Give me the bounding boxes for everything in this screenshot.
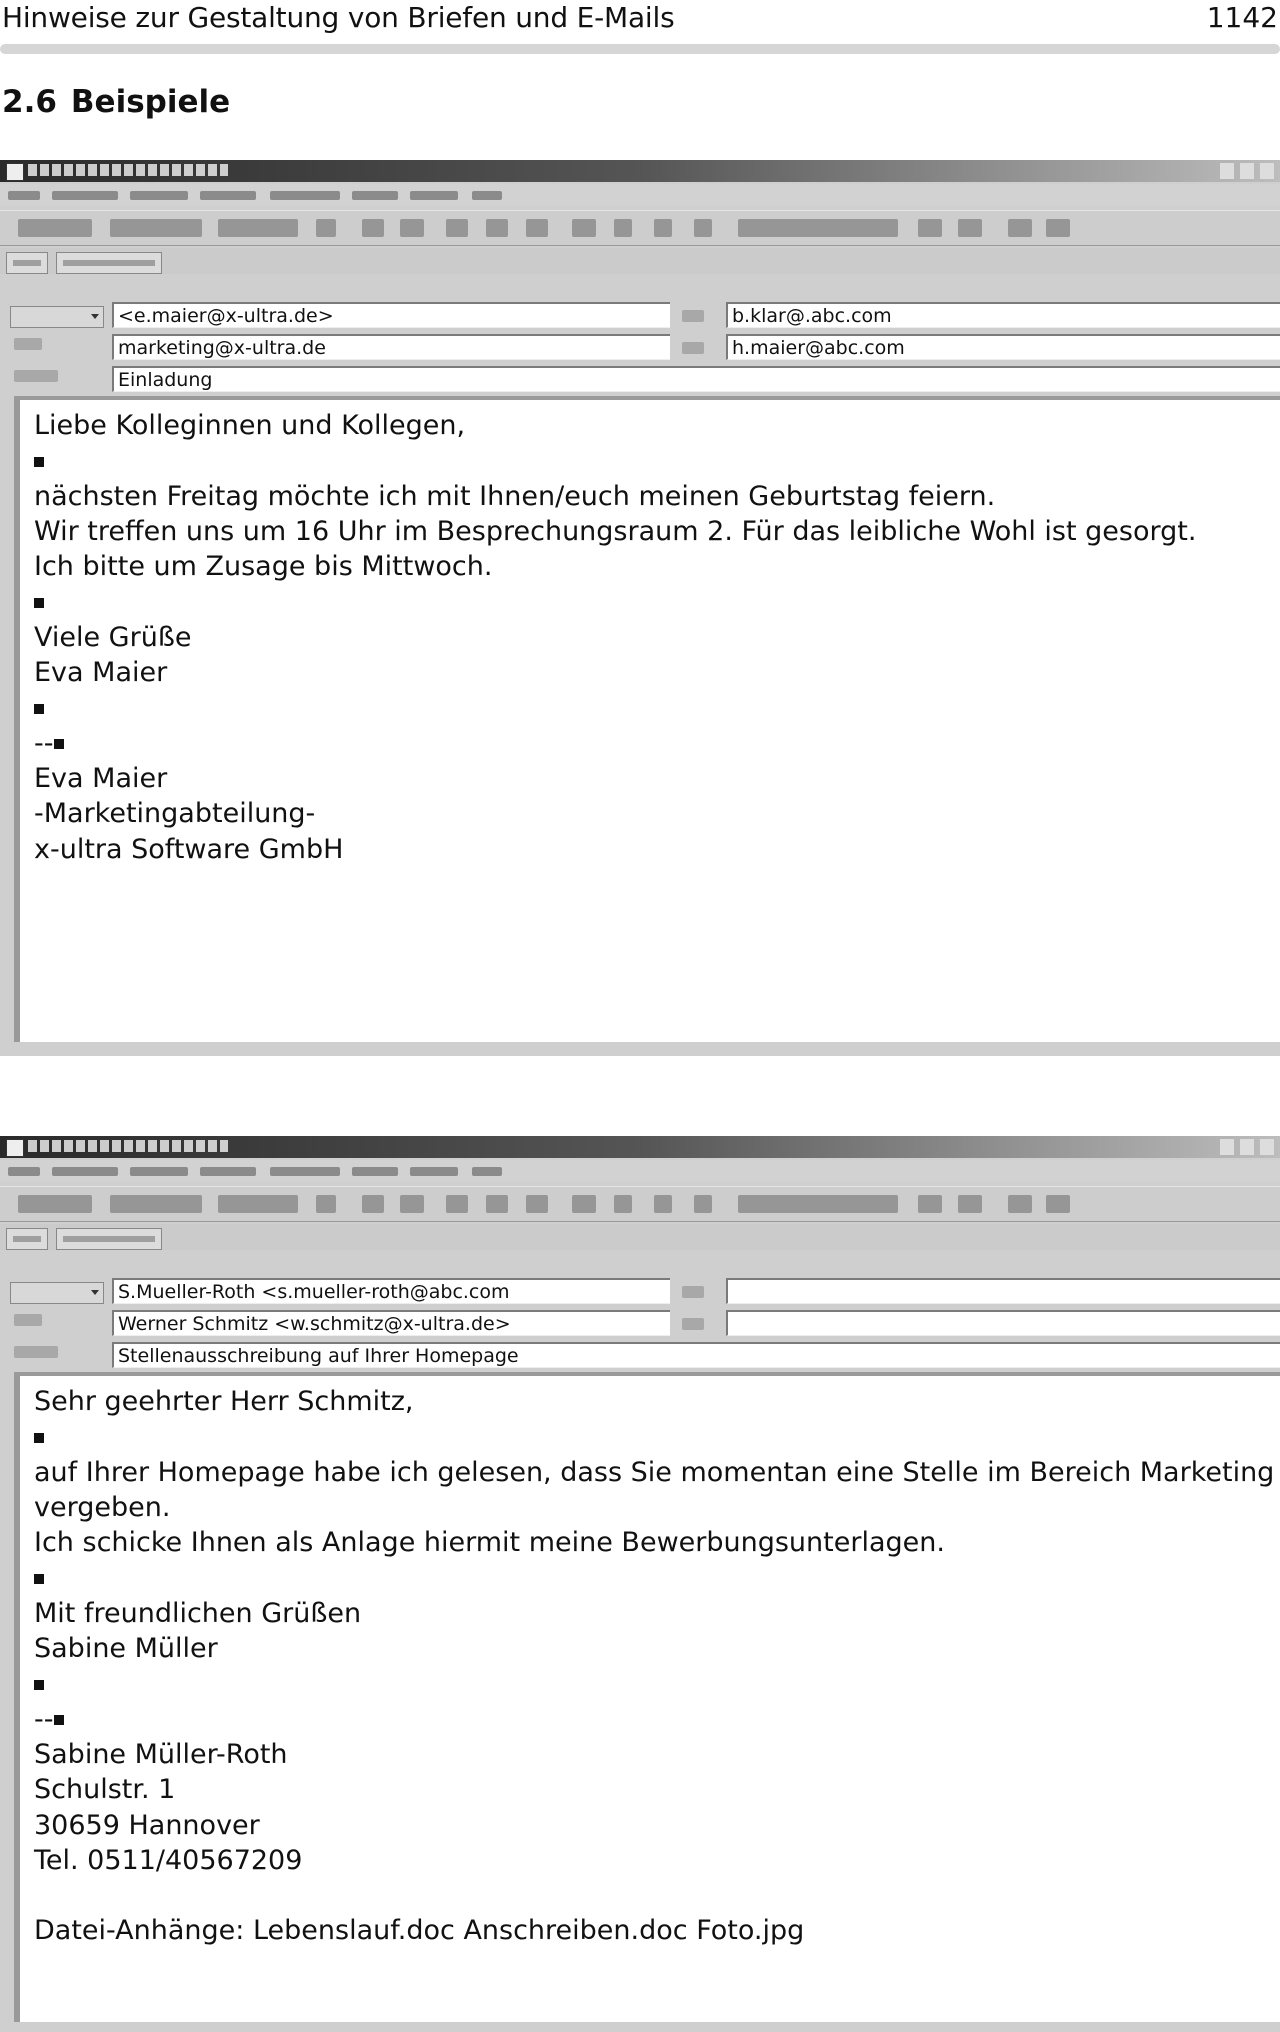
paragraph-mark — [34, 598, 44, 608]
to-field[interactable]: marketing@x-ultra.de — [112, 334, 670, 360]
cut-icon[interactable] — [446, 219, 468, 237]
paragraph-mark — [34, 704, 44, 714]
menu-item[interactable] — [52, 191, 118, 200]
cancel-button[interactable] — [110, 1195, 202, 1213]
cut-icon[interactable] — [446, 1195, 468, 1213]
sender-name: Sabine Müller — [34, 1633, 218, 1665]
closing: Mit freundlichen Grüßen — [34, 1597, 362, 1629]
cc-field[interactable] — [726, 1278, 1280, 1304]
tab-label-illegible — [63, 1236, 155, 1242]
window-titlebar — [0, 160, 1280, 182]
page-number: 1142 — [1206, 1, 1278, 34]
tab-label-illegible — [13, 1236, 41, 1242]
print-icon[interactable] — [958, 219, 982, 237]
chevron-down-icon — [91, 1290, 99, 1295]
tab-mail[interactable] — [6, 252, 48, 274]
email-window-example-1 — [0, 160, 1280, 1056]
signature-name: Sabine Müller-Roth — [34, 1738, 288, 1770]
print-icon[interactable] — [958, 1195, 982, 1213]
body-line: vergeben. — [34, 1491, 171, 1523]
edit-icon[interactable] — [316, 1195, 336, 1213]
cc-field[interactable]: b.klar@.abc.com — [726, 302, 1280, 328]
font-icon[interactable] — [572, 219, 596, 237]
header-rule — [0, 44, 1280, 54]
copy-icon[interactable] — [486, 1195, 508, 1213]
menu-item[interactable] — [352, 1167, 398, 1176]
to-label — [14, 338, 42, 350]
phone-icon[interactable] — [400, 1195, 424, 1213]
sender-name: Eva Maier — [34, 657, 168, 689]
from-field[interactable]: S.Mueller-Roth <s.mueller-roth@abc.com — [112, 1278, 670, 1304]
bcc-field[interactable]: h.maier@abc.com — [726, 334, 1280, 360]
subject-label — [14, 370, 58, 382]
bcc-label — [682, 1318, 704, 1330]
tab-label-illegible — [63, 260, 155, 266]
save-icon[interactable] — [362, 1195, 384, 1213]
subject-field[interactable]: Einladung — [112, 366, 1280, 392]
menu-item[interactable] — [410, 1167, 458, 1176]
running-header — [0, 0, 1280, 40]
spellcheck-button[interactable] — [738, 1195, 898, 1213]
window-title-illegible — [28, 1140, 228, 1152]
tab-bar — [0, 1224, 1280, 1250]
menu-item[interactable] — [270, 191, 340, 200]
paste-icon[interactable] — [526, 1195, 548, 1213]
bold-icon[interactable] — [614, 219, 632, 237]
signature-separator: -- — [34, 727, 54, 759]
section-heading — [2, 82, 230, 122]
space-mark — [54, 739, 64, 749]
message-text — [34, 1384, 1274, 1949]
section-title: Beispiele — [70, 84, 231, 120]
chevron-down-icon — [91, 314, 99, 319]
options-icon[interactable] — [1008, 219, 1032, 237]
send-button[interactable] — [18, 219, 92, 237]
menu-item[interactable] — [8, 1167, 40, 1176]
tab-send-options[interactable] — [56, 1228, 162, 1250]
subject-label — [14, 1346, 58, 1358]
signature-department: -Marketingabteilung- — [34, 798, 316, 830]
section-number: 2.6 — [2, 84, 57, 120]
menu-item[interactable] — [410, 191, 458, 200]
body-line: Ich bitte um Zusage bis Mittwoch. — [34, 551, 493, 583]
italic-icon[interactable] — [694, 219, 712, 237]
menu-item[interactable] — [8, 191, 40, 200]
address-book-button[interactable] — [218, 219, 298, 237]
address-book-button[interactable] — [218, 1195, 298, 1213]
closing: Viele Grüße — [34, 621, 192, 653]
attach-icon[interactable] — [918, 219, 942, 237]
menu-bar — [0, 1160, 1280, 1182]
menu-item[interactable] — [352, 191, 398, 200]
menu-item[interactable] — [472, 1167, 502, 1176]
cc-label — [682, 1286, 704, 1298]
body-line: nächsten Freitag möchte ich mit Ihnen/euch meinen Geburtstag feiern. — [34, 480, 996, 512]
menu-item[interactable] — [200, 191, 256, 200]
attachments-line: Datei-Anhänge: Lebenslauf.doc Anschreiben.doc Foto.jpg — [34, 1915, 805, 1947]
menu-item[interactable] — [130, 1167, 188, 1176]
spellcheck-button[interactable] — [738, 219, 898, 237]
message-body[interactable] — [14, 396, 1280, 1042]
app-icon — [6, 1139, 24, 1157]
signature-separator: -- — [34, 1703, 54, 1735]
tab-label-illegible — [13, 260, 41, 266]
menu-bar — [0, 184, 1280, 206]
cc-label — [682, 310, 704, 322]
menu-item[interactable] — [130, 191, 188, 200]
paragraph-mark — [34, 1433, 44, 1443]
tab-mail[interactable] — [6, 1228, 48, 1250]
blank-line — [34, 1878, 1274, 1913]
menu-item[interactable] — [472, 191, 502, 200]
menu-item[interactable] — [200, 1167, 256, 1176]
message-text — [34, 408, 1196, 867]
toolbar — [0, 210, 1280, 246]
body-line: Wir treffen uns um 16 Uhr im Besprechungsraum 2. Für das leibliche Wohl ist gesorgt. — [34, 515, 1197, 547]
send-button[interactable] — [18, 1195, 92, 1213]
options-icon[interactable] — [1008, 1195, 1032, 1213]
salutation: Sehr geehrter Herr Schmitz, — [34, 1386, 414, 1417]
bcc-label — [682, 342, 704, 354]
signature-company: x-ultra Software GmbH — [34, 833, 344, 865]
to-label — [14, 1314, 42, 1326]
bold-icon[interactable] — [614, 1195, 632, 1213]
paragraph-mark — [34, 1680, 44, 1690]
signature-street: Schulstr. 1 — [34, 1774, 176, 1806]
email-window-example-2 — [0, 1136, 1280, 2032]
running-title: Hinweise zur Gestaltung von Briefen und E-Mails — [2, 1, 675, 34]
salutation: Liebe Kolleginnen und Kollegen, — [34, 410, 466, 441]
signature-city: 30659 Hannover — [34, 1809, 260, 1841]
italic-icon[interactable] — [694, 1195, 712, 1213]
cancel-button[interactable] — [110, 219, 202, 237]
copy-icon[interactable] — [486, 219, 508, 237]
space-mark — [54, 1715, 64, 1725]
phone-icon[interactable] — [400, 219, 424, 237]
from-dropdown[interactable] — [10, 306, 104, 328]
menu-item[interactable] — [270, 1167, 340, 1176]
tab-bar — [0, 248, 1280, 274]
window-titlebar — [0, 1136, 1280, 1158]
from-field[interactable]: <e.maier@x-ultra.de> — [112, 302, 670, 328]
underline-icon[interactable] — [654, 219, 672, 237]
message-body[interactable] — [14, 1372, 1280, 2022]
toolbar — [0, 1186, 1280, 1222]
attach-icon[interactable] — [918, 1195, 942, 1213]
to-field[interactable]: Werner Schmitz <w.schmitz@x-ultra.de> — [112, 1310, 670, 1336]
app-icon — [6, 163, 24, 181]
window-title-illegible — [28, 164, 228, 176]
signature-phone: Tel. 0511/40567209 — [34, 1844, 303, 1876]
view-icon[interactable] — [1046, 219, 1070, 237]
paragraph-mark — [34, 457, 44, 467]
underline-icon[interactable] — [654, 1195, 672, 1213]
tab-send-options[interactable] — [56, 252, 162, 274]
font-icon[interactable] — [572, 1195, 596, 1213]
view-icon[interactable] — [1046, 1195, 1070, 1213]
signature-name: Eva Maier — [34, 762, 168, 794]
paragraph-mark — [34, 1574, 44, 1584]
save-icon[interactable] — [362, 219, 384, 237]
window-controls[interactable] — [1220, 163, 1274, 179]
edit-icon[interactable] — [316, 219, 336, 237]
paste-icon[interactable] — [526, 219, 548, 237]
body-line: auf Ihrer Homepage habe ich gelesen, dass Sie momentan eine Stelle im Bereich Marketing — [34, 1456, 1275, 1488]
from-dropdown[interactable] — [10, 1282, 104, 1304]
bcc-field[interactable] — [726, 1310, 1280, 1336]
subject-field[interactable]: Stellenausschreibung auf Ihrer Homepage — [112, 1342, 1280, 1368]
body-line: Ich schicke Ihnen als Anlage hiermit meine Bewerbungsunterlagen. — [34, 1527, 945, 1559]
window-controls[interactable] — [1220, 1139, 1274, 1155]
menu-item[interactable] — [52, 1167, 118, 1176]
